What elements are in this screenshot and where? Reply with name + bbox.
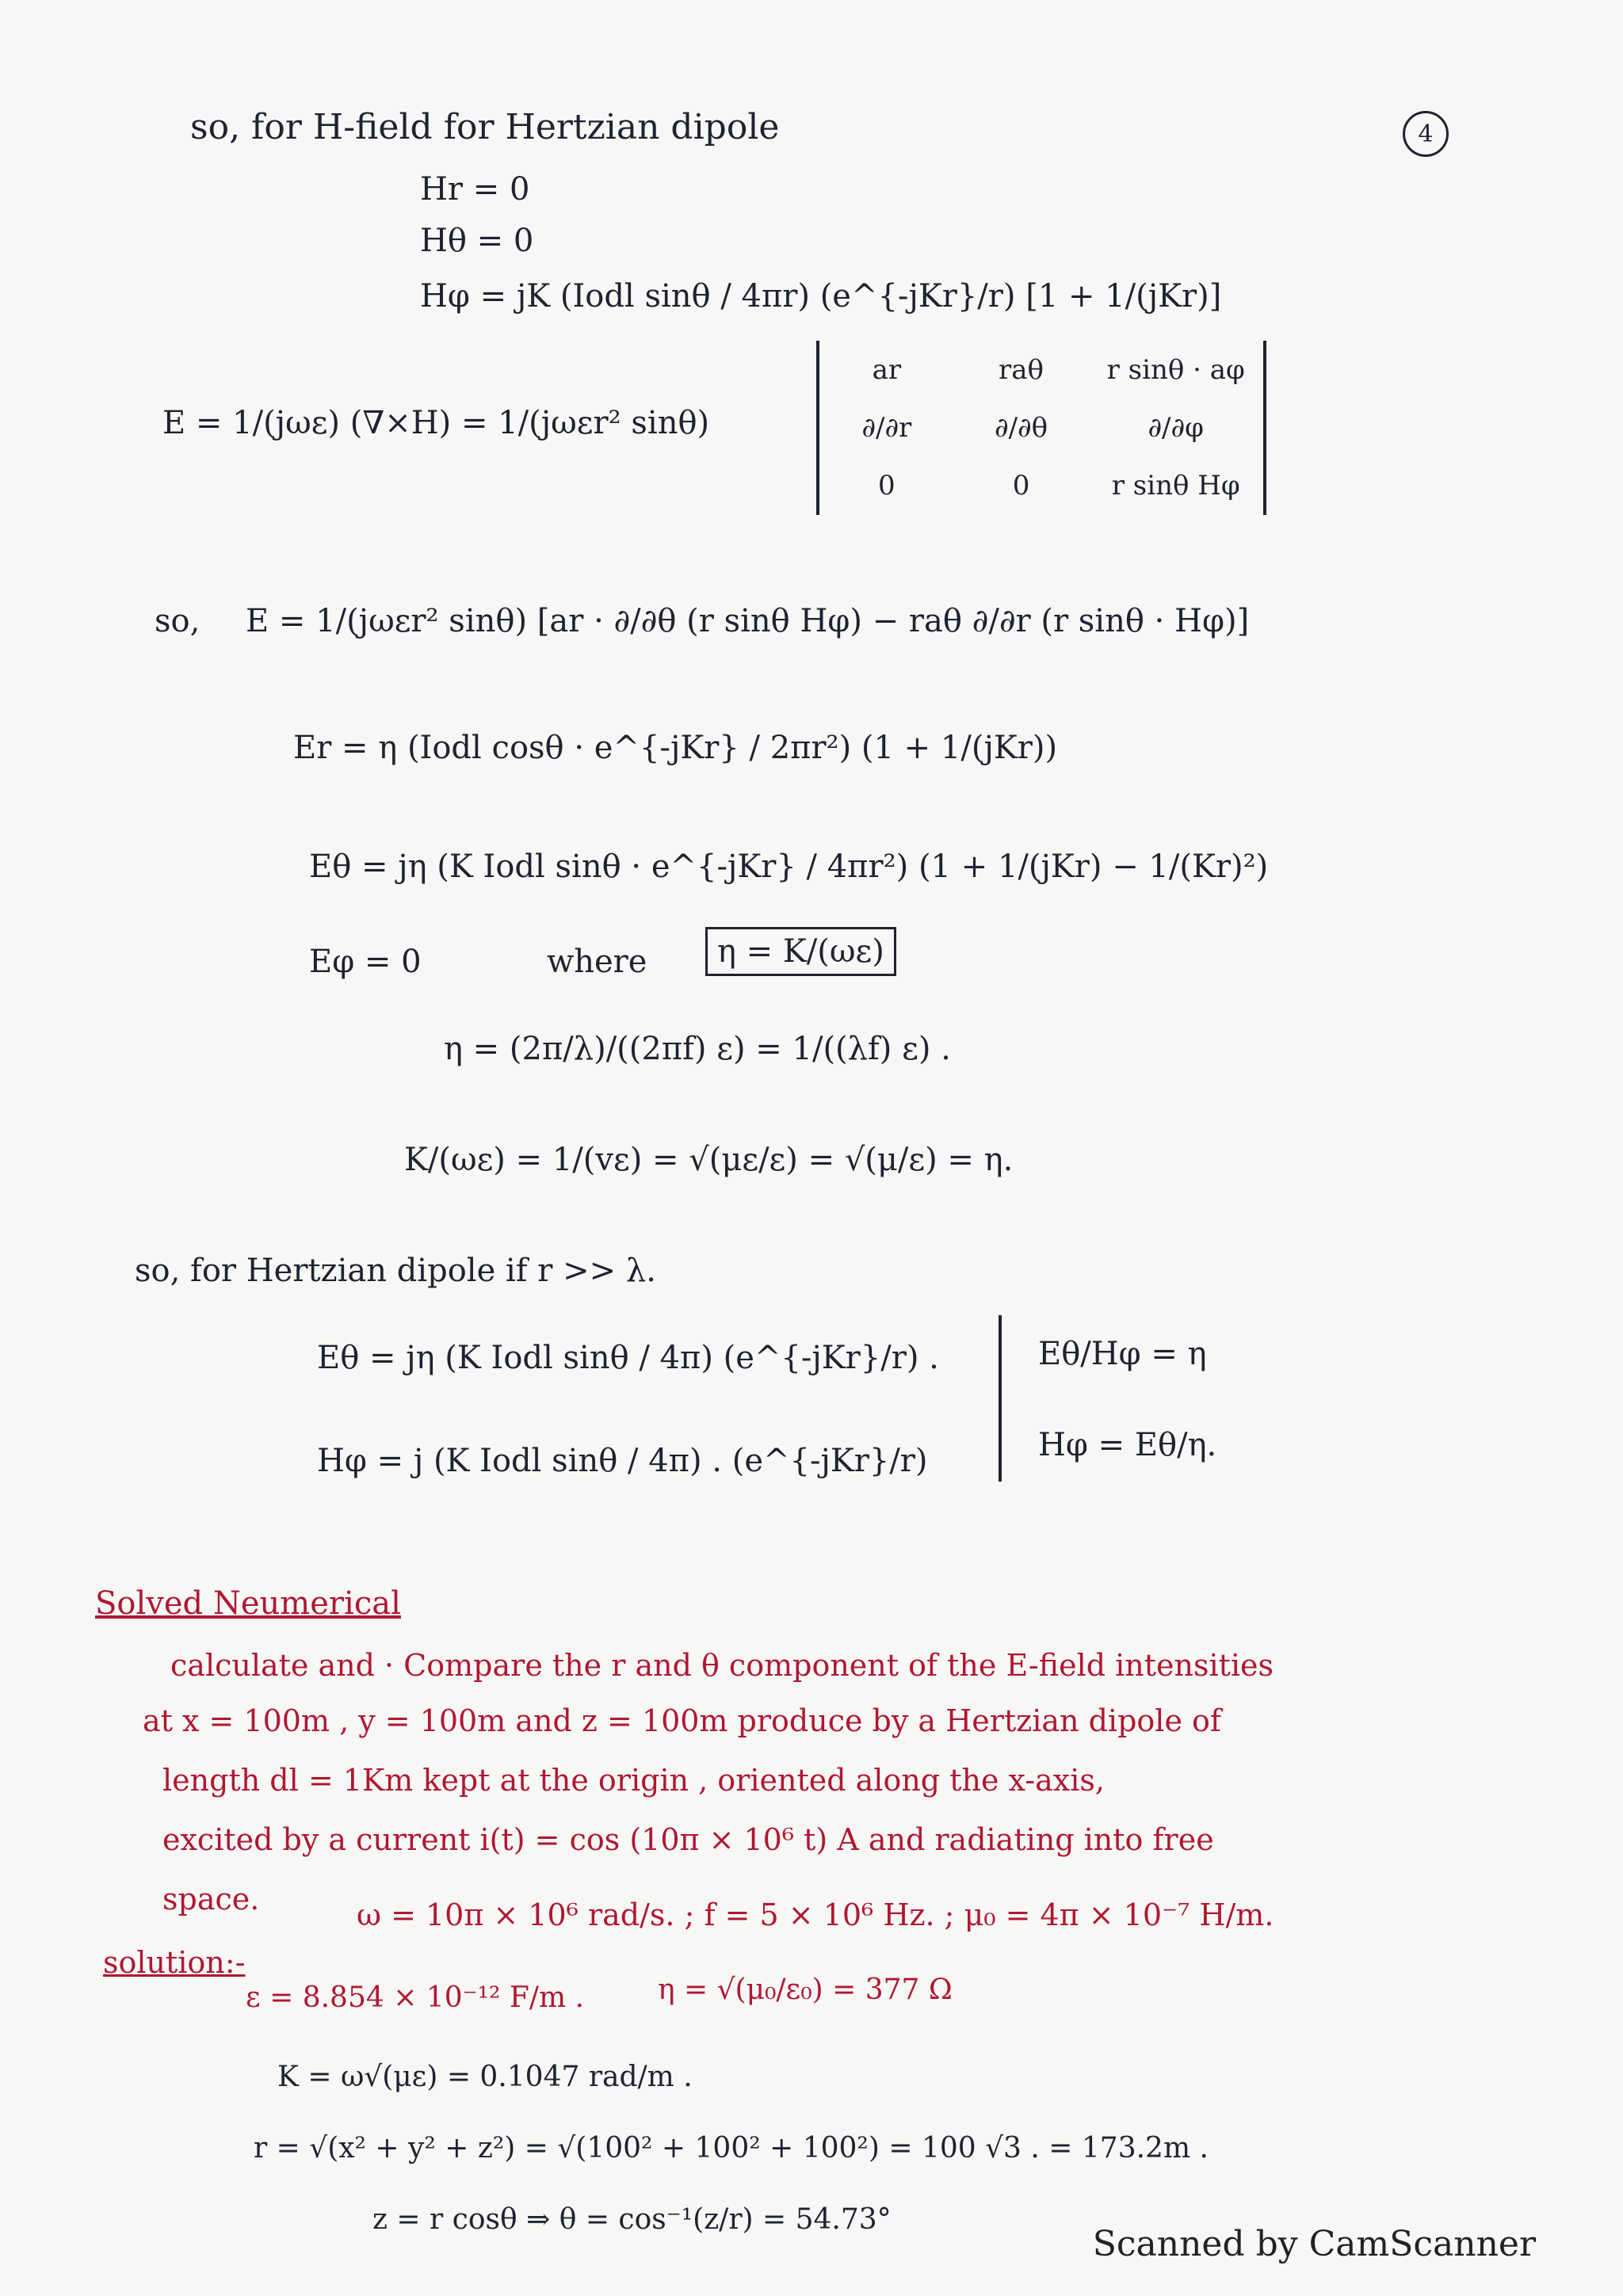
where-label: where (547, 944, 647, 980)
e-theta-far-equation: Eθ = jη (K Iodl sinθ / 4π) (e^{-jKr}/r) . (317, 1340, 939, 1376)
theta-value: z = r cosθ ⇒ θ = cos⁻¹(z/r) = 54.73° (372, 2203, 892, 2236)
e-phi-equation: Eφ = 0 (309, 944, 422, 980)
h-r-equation: Hr = 0 (420, 171, 530, 208)
given-values: ω = 10π × 10⁶ rad/s. ; f = 5 × 10⁶ Hz. ; μ₀ = 4π × 10⁻⁷ H/m. (357, 1897, 1274, 1932)
h-phi-far-equation: Hφ = j (K Iodl sinθ / 4π) . (e^{-jKr}/r) (317, 1443, 928, 1479)
h-theta-equation: Hθ = 0 (420, 223, 534, 259)
r-value: r = √(x² + y² + z²) = √(100² + 100² + 100²) = 100 √3 . = 173.2m . (254, 2132, 1209, 2164)
solution-label: solution:- (103, 1945, 246, 1980)
problem-line: at x = 100m , y = 100m and z = 100m produce by a Hertzian dipole of (143, 1703, 1221, 1738)
matrix-cell: r sinθ Hφ (1111, 470, 1240, 502)
e-curl-definition: E = 1/(jωε) (∇×H) = 1/(jωεr² sinθ) (162, 405, 710, 441)
k-value: K = ω√(με) = 0.1047 rad/m . (277, 2061, 693, 2093)
matrix-cell: ∂/∂θ (994, 411, 1048, 444)
h-phi-equation: Hφ = jK (Iodl sinθ / 4πr) (e^{-jKr}/r) [1 + 1/(jKr)] (420, 278, 1222, 315)
e-expanded-equation: E = 1/(jωεr² sinθ) [ar · ∂/∂θ (r sinθ Hφ) − raθ ∂/∂r (r sinθ · Hφ)] (246, 603, 1250, 639)
eta-calculation: η = (2π/λ)/((2πf) ε) = 1/((λf) ε) . (444, 1031, 951, 1067)
problem-line: excited by a current i(t) = cos (10π × 10⁶ t) A and radiating into free (162, 1822, 1214, 1857)
problem-title: Solved Neumerical (95, 1585, 401, 1622)
matrix-cell: rаθ (999, 353, 1044, 386)
matrix-cell: ∂/∂r (861, 411, 912, 444)
matrix-cell: 0 (878, 470, 896, 502)
problem-line: space. (162, 1882, 260, 1917)
epsilon-value: ε = 8.854 × 10⁻¹² F/m . (246, 1981, 585, 2014)
problem-line: length dl = 1Km kept at the origin , oriented along the x-axis, (162, 1763, 1105, 1798)
h-phi-ratio-equation: Hφ = Eθ/η. (1038, 1427, 1217, 1463)
eta-definition-box: η = K/(ωε) (705, 927, 896, 976)
matrix-cell: ar (872, 353, 902, 386)
matrix-cell: 0 (1012, 470, 1030, 502)
intro-text: so, for H-field for Hertzian dipole (190, 107, 780, 147)
eta-value: η = √(μ₀/ε₀) = 377 Ω (658, 1974, 953, 2006)
problem-line: calculate and · Compare the r and θ component of the E-field intensities (170, 1648, 1274, 1683)
far-field-intro: so, for Hertzian dipole if r >> λ. (135, 1253, 656, 1289)
matrix-cell: r sinθ · aφ (1106, 353, 1245, 386)
ratio-equation: Eθ/Hφ = η (1038, 1336, 1207, 1372)
page-number: 4 (1403, 111, 1449, 157)
matrix-cell: ∂/∂φ (1148, 411, 1204, 444)
so-label: so, (155, 603, 200, 639)
k-calculation: K/(ωε) = 1/(vε) = √(με/ε) = √(μ/ε) = η. (404, 1142, 1014, 1178)
e-theta-equation: Eθ = jη (K Iodl sinθ · e^{-jKr} / 4πr²) (1 + 1/(jKr) − 1/(Kr)²) (309, 849, 1269, 885)
divider-line (999, 1315, 1002, 1482)
curl-determinant (816, 341, 1266, 515)
e-r-equation: Er = η (Iodl cosθ · e^{-jKr} / 2πr²) (1 + 1/(jKr)) (293, 730, 1058, 766)
scanner-footer: Scanned by CamScanner (1092, 2224, 1536, 2264)
